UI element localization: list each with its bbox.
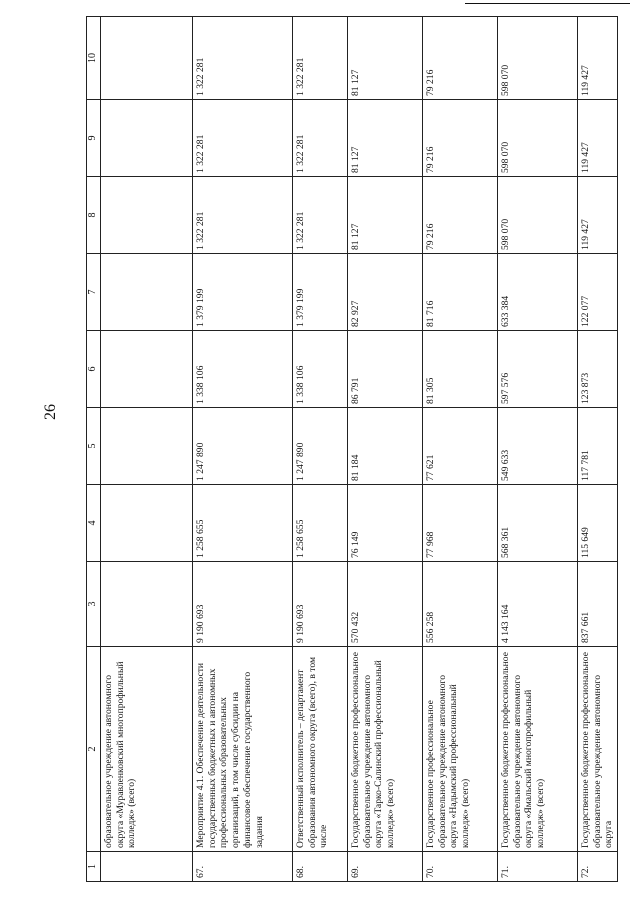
value-cell-col-5: 81 184 <box>348 408 423 485</box>
rotated-table-container <box>86 17 615 882</box>
col-header-5: 5 <box>87 408 101 485</box>
value-cell-col-4: 1 258 655 <box>293 485 348 562</box>
value-cell-col-8: 598 070 <box>498 177 578 254</box>
value-cell-col-9: 598 070 <box>498 100 578 177</box>
col-header-10: 10 <box>87 17 101 100</box>
row-name-cell: Государственное бюджетное профессиональное образовательное учреждение автономного округа «Ямальский многопрофильный колледж» (всего) <box>498 647 578 852</box>
value-cell-col-5: 1 247 890 <box>293 408 348 485</box>
top-right-rule <box>465 3 630 4</box>
row-number-cell: 68. <box>293 852 348 882</box>
value-cell-col-8 <box>101 177 193 254</box>
value-cell-col-3: 570 432 <box>348 562 423 647</box>
value-cell-col-10: 598 070 <box>498 17 578 100</box>
header-row <box>87 17 101 882</box>
row-name-cell: Государственное бюджетное профессиональное образовательное учреждение автономного округа «Тарко-Салинский профессиональный колледж» (всего) <box>348 647 423 852</box>
value-cell-col-10: 1 322 281 <box>193 17 293 100</box>
value-cell-col-5: 549 633 <box>498 408 578 485</box>
value-cell-col-7: 1 379 199 <box>293 254 348 331</box>
value-cell-col-9: 79 216 <box>423 100 498 177</box>
row-number-cell: 70. <box>423 852 498 882</box>
value-cell-col-7: 122 077 <box>578 254 618 331</box>
value-cell-col-9: 1 322 281 <box>193 100 293 177</box>
value-cell-col-3: 9 190 693 <box>193 562 293 647</box>
row-name-cell: образовательное учреждение автономного округа «Муравленковский многопрофильный колледж» (всего) <box>101 647 193 852</box>
value-cell-col-8: 1 322 281 <box>193 177 293 254</box>
budget-table <box>86 16 618 882</box>
row-number-cell: 69. <box>348 852 423 882</box>
value-cell-col-6: 123 873 <box>578 331 618 408</box>
value-cell-col-3 <box>101 562 193 647</box>
value-cell-col-6: 597 576 <box>498 331 578 408</box>
page-number: 26 <box>42 404 59 420</box>
value-cell-col-10 <box>101 17 193 100</box>
value-cell-col-10: 119 427 <box>578 17 618 100</box>
value-cell-col-3: 4 143 164 <box>498 562 578 647</box>
value-cell-col-8: 79 216 <box>423 177 498 254</box>
value-cell-col-7: 633 384 <box>498 254 578 331</box>
value-cell-col-10: 81 127 <box>348 17 423 100</box>
value-cell-col-6: 86 791 <box>348 331 423 408</box>
row-name-cell: Государственное бюджетное профессиональное образовательное учреждение автономного округа <box>578 647 618 852</box>
table-row <box>193 17 293 882</box>
value-cell-col-9: 119 427 <box>578 100 618 177</box>
table-row <box>578 17 618 882</box>
value-cell-col-3: 556 258 <box>423 562 498 647</box>
value-cell-col-8: 119 427 <box>578 177 618 254</box>
value-cell-col-10: 1 322 281 <box>293 17 348 100</box>
value-cell-col-7 <box>101 254 193 331</box>
table-row <box>498 17 578 882</box>
value-cell-col-6: 81 305 <box>423 331 498 408</box>
value-cell-col-9 <box>101 100 193 177</box>
value-cell-col-4: 568 361 <box>498 485 578 562</box>
value-cell-col-7: 1 379 199 <box>193 254 293 331</box>
row-name-cell: Ответственный исполнитель – департамент образования автономного округа (всего), в том числе <box>293 647 348 852</box>
value-cell-col-8: 1 322 281 <box>293 177 348 254</box>
value-cell-col-4: 77 968 <box>423 485 498 562</box>
value-cell-col-10: 79 216 <box>423 17 498 100</box>
table-row <box>348 17 423 882</box>
row-number-cell: 71. <box>498 852 578 882</box>
value-cell-col-6: 1 338 106 <box>193 331 293 408</box>
row-name-cell: Государственное профессиональное образовательное учреждение автономного округа «Надымский профессиональный колледж» (всего) <box>423 647 498 852</box>
value-cell-col-6: 1 338 106 <box>293 331 348 408</box>
value-cell-col-5: 117 781 <box>578 408 618 485</box>
row-name-cell: Мероприятие 4.1. Обеспечение деятельности государственных бюджетных и автономных профессиональных образовательных организаций, в том числе субсидии на финансовое обеспечение государственного задания <box>193 647 293 852</box>
row-number-cell <box>101 852 193 882</box>
row-number-cell: 72. <box>578 852 618 882</box>
col-header-8: 8 <box>87 177 101 254</box>
value-cell-col-8: 81 127 <box>348 177 423 254</box>
col-header-3: 3 <box>87 562 101 647</box>
value-cell-col-4: 115 649 <box>578 485 618 562</box>
col-header-2: 2 <box>87 647 101 852</box>
value-cell-col-7: 81 716 <box>423 254 498 331</box>
value-cell-col-5: 1 247 890 <box>193 408 293 485</box>
value-cell-col-3: 837 661 <box>578 562 618 647</box>
value-cell-col-4: 76 149 <box>348 485 423 562</box>
value-cell-col-4 <box>101 485 193 562</box>
table-row <box>293 17 348 882</box>
col-header-6: 6 <box>87 331 101 408</box>
table-row <box>101 17 193 882</box>
value-cell-col-6 <box>101 331 193 408</box>
value-cell-col-5 <box>101 408 193 485</box>
value-cell-col-9: 81 127 <box>348 100 423 177</box>
value-cell-col-9: 1 322 281 <box>293 100 348 177</box>
col-header-9: 9 <box>87 100 101 177</box>
col-header-7: 7 <box>87 254 101 331</box>
table-body <box>87 17 618 882</box>
col-header-1: 1 <box>87 852 101 882</box>
value-cell-col-7: 82 927 <box>348 254 423 331</box>
value-cell-col-4: 1 258 655 <box>193 485 293 562</box>
table-row <box>423 17 498 882</box>
value-cell-col-5: 77 621 <box>423 408 498 485</box>
value-cell-col-3: 9 190 693 <box>293 562 348 647</box>
col-header-4: 4 <box>87 485 101 562</box>
row-number-cell: 67. <box>193 852 293 882</box>
